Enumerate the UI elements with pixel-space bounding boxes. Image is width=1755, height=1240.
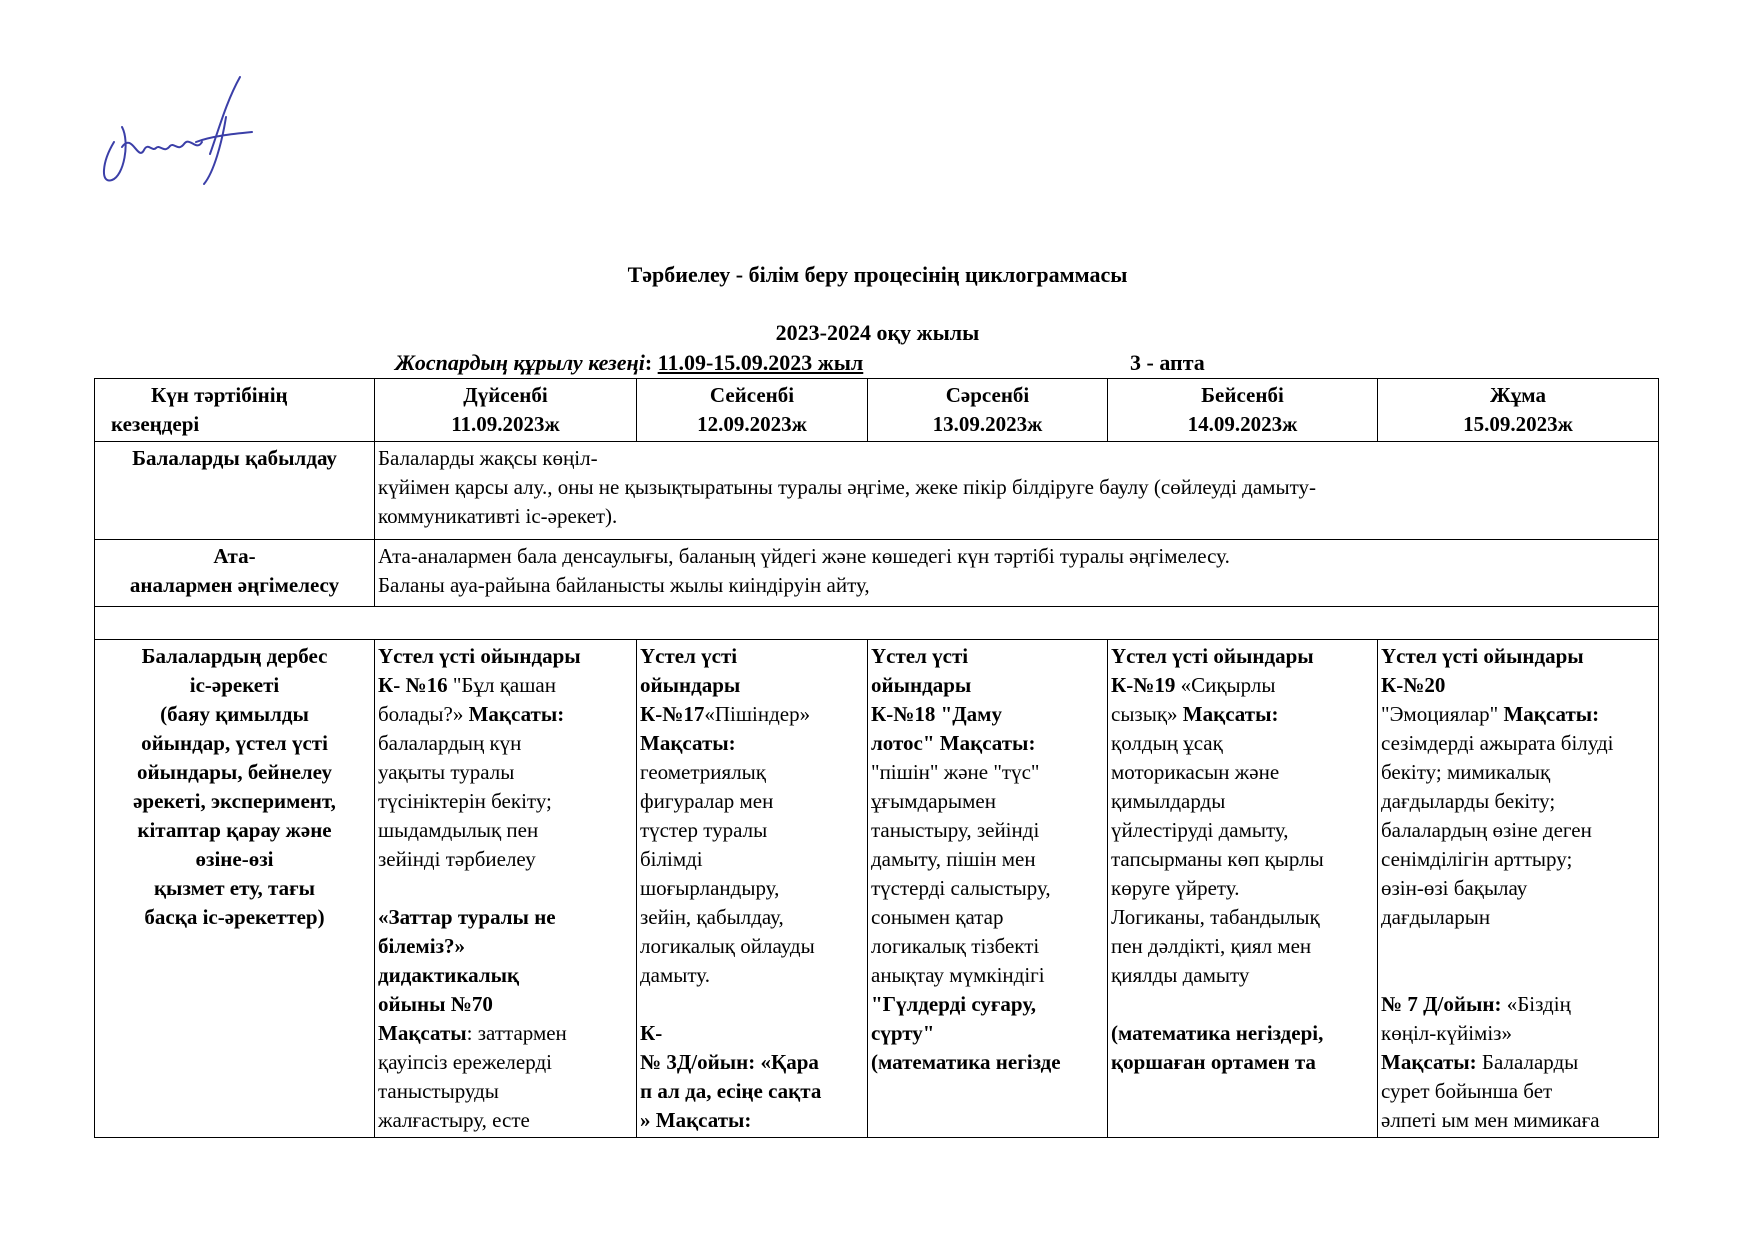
text-line: көруге үйрету.	[1111, 876, 1240, 900]
text-bold: лотос"	[871, 731, 940, 755]
text-line: ұғымдарымен	[871, 789, 996, 813]
text-line: Баланы ауа-райына байланысты жылы киіндіруін айту,	[378, 573, 870, 597]
day-name: Бейсенбі	[1201, 383, 1284, 407]
text-line: қолдың ұсақ	[1111, 731, 1223, 755]
text-line: балалардың күн	[378, 731, 522, 755]
text-bold: № 7 Д/ойын:	[1381, 992, 1502, 1016]
text-line: тапсырманы көп қырлы	[1111, 847, 1324, 871]
activity-label	[95, 640, 375, 1138]
header-stage	[95, 379, 375, 442]
empty-row	[95, 607, 1659, 640]
text-bold: К-№19	[1111, 673, 1176, 697]
text-line: п ал да, есіңе сақта	[640, 1079, 822, 1103]
text-line: дағдыларды бекіту;	[1381, 789, 1556, 813]
text-line: К-№18 "Даму	[871, 702, 1002, 726]
text-line: моторикасын және	[1111, 760, 1280, 784]
text-line: Үстел үсті ойындары	[378, 644, 581, 668]
text-line: сезімдерді ажырата білуді	[1381, 731, 1614, 755]
text-span: болады?»	[378, 702, 469, 726]
text-line: К-№20	[1381, 673, 1446, 697]
reception-row	[95, 442, 1659, 540]
day-date: 14.09.2023ж	[1187, 412, 1298, 436]
text-line: түстер туралы	[640, 818, 768, 842]
day-date: 15.09.2023ж	[1463, 412, 1573, 436]
activity-wednesday	[868, 640, 1108, 1138]
text-line: шоғырландыру,	[640, 876, 780, 900]
text-line: Логиканы, табандылық	[1111, 905, 1320, 929]
week-number: 3 - апта	[1130, 350, 1205, 375]
text-bold: Мақсаты:	[468, 702, 565, 726]
label-line: басқа іс-әрекеттер)	[144, 905, 325, 929]
label-line: Ата-	[213, 544, 256, 568]
text-line: К-	[640, 1021, 663, 1045]
signature	[92, 72, 262, 187]
parents-text	[375, 540, 1659, 607]
text-line: Үстел үсті	[640, 644, 738, 668]
text-bold: К-№17	[640, 702, 705, 726]
text-line: № 3Д/ойын: «Қара	[640, 1050, 819, 1074]
reception-text	[375, 442, 1659, 540]
text-line: әлпеті ым мен мимикаға	[1381, 1108, 1600, 1132]
text-line: білімді	[640, 847, 703, 871]
header-thursday	[1108, 379, 1378, 442]
parents-row	[95, 540, 1659, 607]
label-line: кітаптар қарау және	[137, 818, 332, 842]
activity-row	[95, 640, 1659, 1138]
text-line: дағдыларын	[1381, 905, 1491, 929]
text-line: Мақсаты:	[640, 731, 736, 755]
text-line: түсініктерін бекіту;	[378, 789, 552, 813]
text-line	[1111, 671, 1374, 700]
text-line: логикалық тізбекті	[871, 934, 1040, 958]
parents-label	[95, 540, 375, 607]
header-friday	[1378, 379, 1659, 442]
header-row	[95, 379, 1659, 442]
period-label: Жоспардың құрылу кезеңі	[395, 350, 645, 375]
text-line: зейін, қабылдау,	[640, 905, 784, 929]
text-span: «Біздің	[1501, 992, 1571, 1016]
header-monday	[375, 379, 637, 442]
label-line: қызмет ету, тағы	[153, 876, 316, 900]
text-line	[871, 729, 1104, 758]
text-line: Үстел үсті ойындары	[1111, 644, 1314, 668]
text-line: күйімен қарсы алу., оны не қызықтыратыны туралы әңгіме, жеке пікір білдіруге баулу (сөйлеуді дамыту-	[378, 475, 1316, 499]
text-line: Ата-аналармен бала денсаулығы, баланың үйдегі және көшедегі күн тәртібі туралы әңгімелесу.	[378, 544, 1230, 568]
label-line: Балалардың дербес	[141, 644, 328, 668]
text-line: пен дәлдікті, қиял мен	[1111, 934, 1312, 958]
text-line	[378, 671, 633, 700]
text-line	[1381, 700, 1655, 729]
label-line: ойындар, үстел үсті	[141, 731, 328, 755]
header-wednesday	[868, 379, 1108, 442]
text-line: көңіл-күйіміз»	[1381, 1021, 1512, 1045]
text-line: таныстыруды	[378, 1079, 499, 1103]
text-line	[1381, 990, 1655, 1019]
activity-tuesday	[637, 640, 868, 1138]
text-line: Балаларды жақсы көңіл-	[378, 446, 598, 470]
text-line	[640, 700, 864, 729]
text-bold: Мақсаты:	[1182, 702, 1279, 726]
text-span: сызық»	[1111, 702, 1183, 726]
text-line: сонымен қатар	[871, 905, 1004, 929]
page-title: Тәрбиелеу - білім беру процесінің циклограммасы	[627, 262, 1128, 287]
text-line: үйлестіруді дамыту,	[1111, 818, 1289, 842]
text-line: сурет бойынша бет	[1381, 1079, 1553, 1103]
text-line	[378, 1019, 633, 1048]
label-line: ойындары, бейнелеу	[137, 760, 332, 784]
text-line	[1111, 700, 1374, 729]
text-line: түстерді салыстыру,	[871, 876, 1051, 900]
header-stage-line2: кезеңдері	[111, 412, 200, 436]
text-line: шыдамдылық пен	[378, 818, 539, 842]
text-span: Балаларды	[1476, 1050, 1579, 1074]
text-line: дидактикалық	[378, 963, 520, 987]
text-line: қимылдарды	[1111, 789, 1226, 813]
text-line: коммуникативті іс-әрекет).	[378, 504, 618, 528]
text-bold: Мақсаты	[378, 1021, 467, 1045]
text-bold: Мақсаты:	[939, 731, 1036, 755]
label-line: өзіне-өзі	[195, 847, 274, 871]
label-line: іс-әрекеті	[189, 673, 280, 697]
text-line: жалғастыру, есте	[378, 1108, 530, 1132]
reception-label: Балаларды қабылдау	[95, 442, 375, 540]
text-line: анықтау мүмкіндігі	[871, 963, 1045, 987]
text-line: «Заттар туралы не	[378, 905, 556, 929]
label-line: әрекеті, эксперимент,	[133, 789, 336, 813]
label-line: (баяу қимылды	[160, 702, 309, 726]
text-bold: К- №16	[378, 673, 448, 697]
text-line: уақыты туралы	[378, 760, 515, 784]
text-bold: Мақсаты:	[1503, 702, 1600, 726]
text-line: ойындары	[871, 673, 972, 697]
activity-friday	[1378, 640, 1659, 1138]
text-bold: Мақсаты:	[1381, 1050, 1477, 1074]
activity-thursday	[1108, 640, 1378, 1138]
text-line: қауіпсіз ережелерді	[378, 1050, 552, 1074]
day-date: 12.09.2023ж	[697, 412, 807, 436]
text-span: "Эмоциялар"	[1381, 702, 1504, 726]
plan-period: Жоспардың құрылу кезеңі: 11.09-15.09.2023 жыл 3 - апта	[395, 350, 1205, 375]
header-tuesday	[637, 379, 868, 442]
day-name: Дүйсенбі	[463, 383, 548, 407]
day-date: 11.09.2023ж	[451, 412, 560, 436]
activity-monday	[375, 640, 637, 1138]
text-line: қиялды дамыту	[1111, 963, 1250, 987]
text-line: дамыту.	[640, 963, 710, 987]
text-span: «Сиқырлы	[1175, 673, 1276, 697]
text-line: бекіту; мимикалық	[1381, 760, 1551, 784]
text-line: » Мақсаты:	[640, 1108, 752, 1132]
text-span: «Пішіндер»	[704, 702, 811, 726]
text-line: (математика негіздері,	[1111, 1021, 1324, 1045]
text-line: таныстыру, зейінді	[871, 818, 1040, 842]
text-line: ойындары	[640, 673, 741, 697]
text-line: өзін-өзі бақылау	[1381, 876, 1528, 900]
text-line: логикалық ойлауды	[640, 934, 815, 958]
cyclogram-table	[94, 378, 1659, 1138]
empty-cell	[95, 607, 1659, 640]
text-line: білеміз?»	[378, 934, 466, 958]
day-date: 13.09.2023ж	[932, 412, 1043, 436]
text-line: дамыту, пішін мен	[871, 847, 1036, 871]
text-line	[378, 700, 633, 729]
text-span: "Бұл қашан	[447, 673, 556, 697]
day-name: Сәрсенбі	[945, 383, 1030, 407]
text-line: (математика негізде	[871, 1050, 1061, 1074]
text-line: геометриялық	[640, 760, 766, 784]
text-line: сенімділігін арттыру;	[1381, 847, 1573, 871]
period-dates: 11.09-15.09.2023 жыл	[657, 350, 864, 375]
text-line: Үстел үсті ойындары	[1381, 644, 1584, 668]
text-line: балалардың өзіне деген	[1381, 818, 1592, 842]
day-name: Сейсенбі	[709, 383, 795, 407]
text-line: ойыны №70	[378, 992, 493, 1016]
text-line: зейінді тәрбиелеу	[378, 847, 536, 871]
text-line: фигуралар мен	[640, 789, 774, 813]
text-span: : заттармен	[466, 1021, 567, 1045]
text-line: сүрту"	[871, 1021, 935, 1045]
header-stage-line1: Күн тәртібінің	[151, 383, 288, 407]
academic-year: 2023-2024 оқу жылы	[775, 320, 980, 345]
text-line	[1381, 1048, 1655, 1077]
text-line: "пішін" және "түс"	[871, 760, 1040, 784]
text-line: Үстел үсті	[871, 644, 969, 668]
day-name: Жұма	[1490, 383, 1546, 407]
label-line: аналармен әңгімелесу	[129, 573, 340, 597]
text-line: "Гүлдерді суғару,	[871, 992, 1036, 1016]
text-line: қоршаған ортамен та	[1111, 1050, 1316, 1074]
